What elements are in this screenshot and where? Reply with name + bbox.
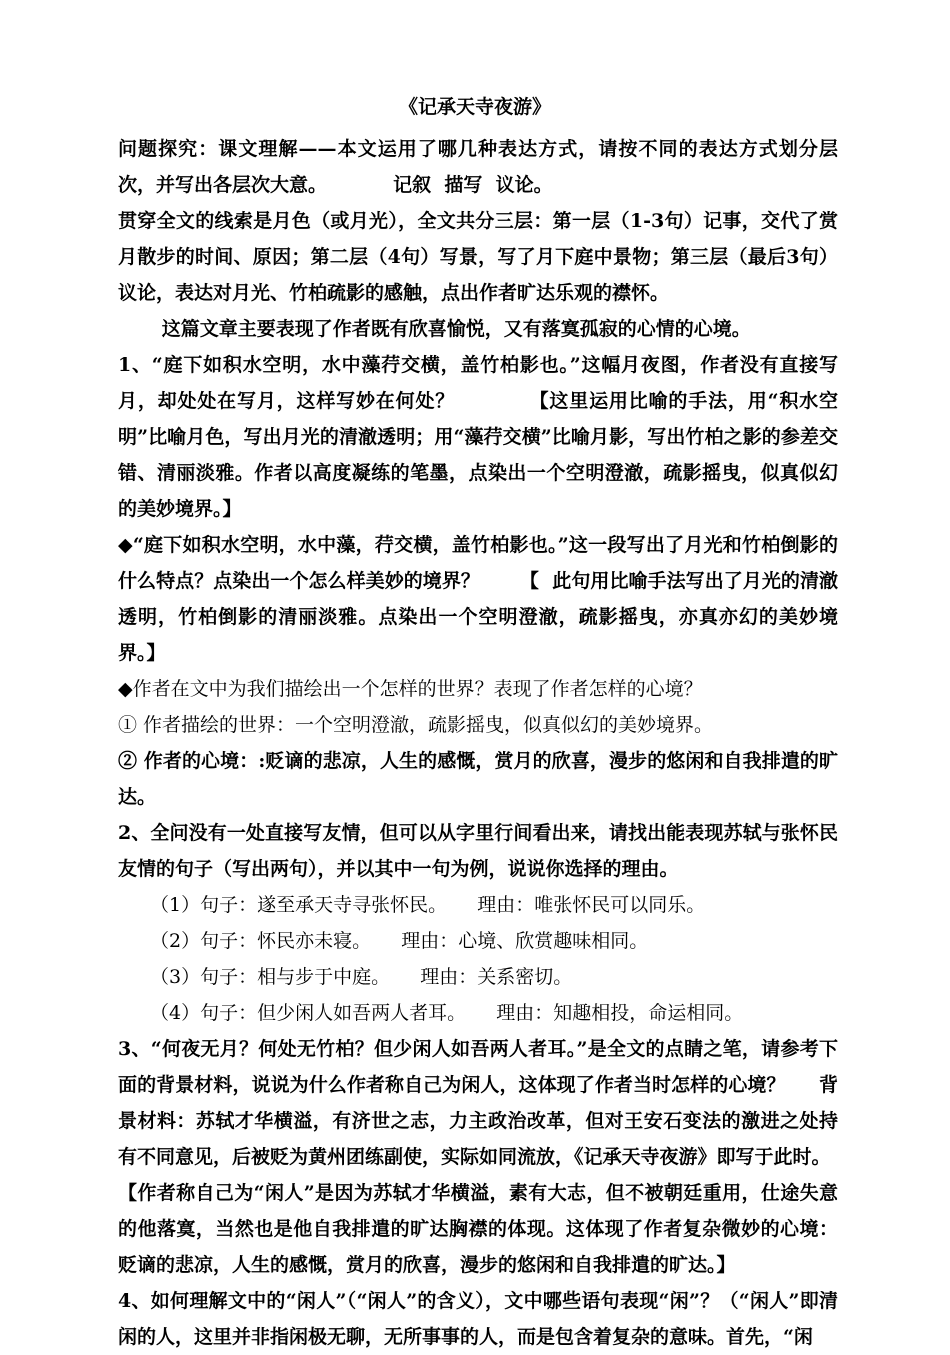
answer-item-2: （2）句子：怀民亦未寝。 理由：心境、欣赏趣味相同。 — [150, 930, 649, 952]
answer-item-1: （1）句子：遂至承天寺寻张怀民。 理由：唯张怀民可以同乐。 — [150, 894, 706, 916]
paragraph-question-2: 2、全问没有一处直接写友情，但可以从字里行间看出来，请找出能表现苏轼与张怀民友情的句子（写出两句），并以其中一句为例，说说你选择的理由。 — [118, 822, 838, 880]
paragraph-mood-answer: ② 作者的心境：:贬谪的悲凉，人生的感慨，赏月的欣喜，漫步的悠闲和自我排遣的旷达。 — [118, 750, 838, 808]
paragraph-theme: 这篇文章主要表现了作者既有欣喜愉悦，又有落寞孤寂的心情的心境。 — [161, 318, 751, 340]
paragraph-structure-question: 问题探究：课文理解——本文运用了哪几种表达方式，请按不同的表达方式划分层次，并写出各层次大意。 记叙 描写 议论。 — [118, 138, 838, 196]
paragraph-world-answer: ① 作者描绘的世界：一个空明澄澈，疏影摇曳，似真似幻的美妙境界。 — [118, 714, 714, 736]
paragraph-question-3-answer: 【作者称自己为“闲人”是因为苏轼才华横溢，素有大志，但不被朝廷重用，仕途失意的他落寞，当然也是他自我排遣的旷达胸襟的体现。这体现了作者复杂微妙的心境：贬谪的悲凉，人生的感慨，赏月的欣喜，漫步的悠闲和自我排遣的旷达。】 — [118, 1182, 838, 1276]
document-title: 《记承天寺夜游》 — [398, 96, 551, 118]
answer-item-4: （4）句子：但少闲人如吾两人者耳。 理由：知趣相投，命运相同。 — [150, 1002, 744, 1024]
document-body — [118, 131, 838, 1355]
paragraph-world-question: ◆作者在文中为我们描绘出一个怎样的世界？表现了作者怎样的心境？ — [118, 678, 703, 700]
paragraph-question-4: 4、如何理解文中的“闲人”（“闲人”的含义），文中哪些语句表现“闲”？（“闲人”即清闲的人，这里并非指闲极无聊，无所事事的人，而是包含着复杂的意味。首先，“闲 — [118, 1290, 838, 1348]
paragraph-question-3: 3、“何夜无月？何处无竹柏？但少闲人如吾两人者耳。”是全文的点睛之笔，请参考下面的背景材料，说说为什么作者称自己为闲人，这体现了作者当时怎样的心境？ 背景材料：苏轼才华横溢，有济世之志，力主政治改革，但对王安石变法的激进之处持有不同意见，后被贬为黄州团练副使，实际如同流放，《记承天寺夜游》即写于此时。 — [118, 1038, 838, 1168]
answer-item-3: （3）句子：相与步于中庭。 理由：关系密切。 — [150, 966, 573, 988]
paragraph-moonlight-question: ◆“庭下如积水空明，水中藻，荇交横，盖竹柏影也。”这一段写出了月光和竹柏倒影的什么特点？点染出一个怎么样美妙的境界？ 【 此句用比喻手法写出了月光的清澈透明，竹柏倒影的清丽淡雅。点染出一个空明澄澈，疏影摇曳，亦真亦幻的美妙境界。】 — [118, 534, 838, 664]
paragraph-structure-answer: 贯穿全文的线索是月色（或月光），全文共分三层：第一层（1-3句）记事，交代了赏月散步的时间、原因；第二层（4句）写景，写了月下庭中景物；第三层（最后3句）议论，表达对月光、竹柏疏影的感触，点出作者旷达乐观的襟怀。 — [118, 210, 838, 304]
paragraph-question-1: 1、“庭下如积水空明，水中藻荇交横，盖竹柏影也。”这幅月夜图，作者没有直接写月，却处处在写月，这样写妙在何处？ 【这里运用比喻的手法，用“积水空明”比喻月色，写出月光的清澈透明；用“藻荇交横”比喻月影，写出竹柏之影的参差交错、清丽淡雅。作者以高度凝练的笔墨，点染出一个空明澄澈，疏影摇曳，似真似幻的美妙境界。】 — [118, 354, 838, 520]
